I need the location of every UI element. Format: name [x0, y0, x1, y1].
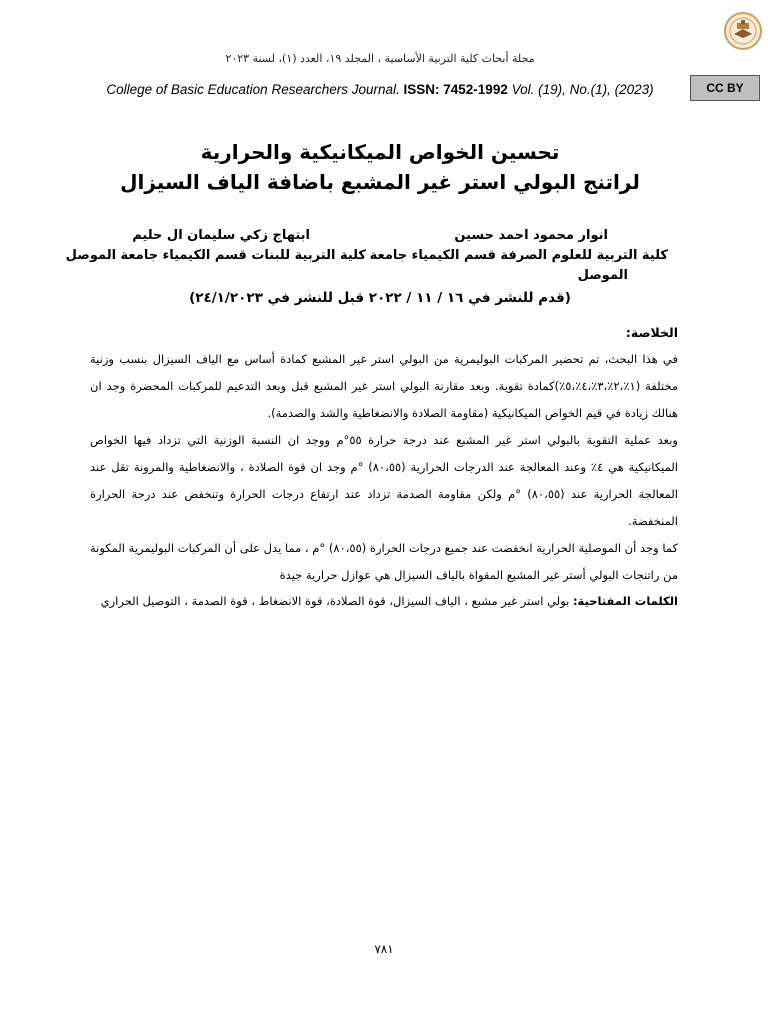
abstract-paragraph: وبعد عملية التقوية بالبولي استر غير المشبع عند درجة حرارة ٥٥°م ووجد ان النسبة الوزنية التي تزداد فيها الخواص الميكانيكية هي ٤٪ وعند المعالجة عند الدرجات الحرارية (٨٠،٥٥) °م وجد ان قوة الصلادة ، والانضغاطية والمرونة تقل عند المعالجة الحرارية عند (٨٠،٥٥) °م ولكن مقاومة الصدمة تزداد عند ارتفاع درجات الحرارة وتنخفض عند درجة الحرارة المنخفضة.: [90, 433, 678, 528]
keywords-text: بولي استر غير مشبع ، الياف السيزال، قوة الصلادة، قوة الانضغاط ، قوة الصدمة ، التوصيل الحراري: [100, 594, 573, 608]
journal-name: College of Basic Education Researchers Journal.: [106, 82, 404, 97]
university-seal-icon: [723, 11, 763, 51]
abstract-paragraph: في هذا البحث، تم تحضير المركبات البوليمرية من البولي استر غير المشبع كمادة أساس مع الياف السيزال بنسب وزنية مختلفة (١٪،٢٪،٣٪،٤٪،٥٪)كمادة تقوية. وبعد مقارنة البولي استر غير المشبع قبل وبعد التدعيم للمركبات المحضرة وجد ان هنالك زيادة في قيم الخواص الميكانيكية (مقاومة الصلادة والانضغاطية والشد والصدمة).: [90, 352, 678, 420]
author-1-affiliation-city: الموصل: [577, 268, 628, 283]
author-2-name: ابتهاج زكي سليمان ال حليم: [132, 228, 310, 243]
paper-title-line-2: لراتنج البولي استر غير المشبع باضافة الياف السيزال: [120, 170, 640, 194]
abstract-heading: الخلاصة:: [625, 325, 678, 340]
author-2-affiliation: كلية التربية للبنات قسم الكيمياء جامعة الموصل: [65, 248, 366, 263]
abstract-paragraph: كما وجد أن الموصلية الحرارية انخفضت عند جميع درجات الحرارة (٨٠،٥٥) °م ، مما يدل على أن المركبات البوليمرية المكونة من راتنجات البولي أستر غير المشبع المقواة بالياف السيزال هي عوازل حرارية جيدة: [90, 541, 678, 582]
journal-header-english: [90, 82, 670, 97]
submission-dates: (قدم للنشر في ١٦ / ١١ / ٢٠٢٢ قبل للنشر في ٢٤/١/٢٠٢٣): [189, 290, 571, 306]
page-number: ٧٨١: [374, 942, 394, 956]
journal-issn: ISSN: 7452-1992: [403, 82, 508, 97]
abstract-body: [90, 346, 678, 589]
journal-header-arabic: مجلة أبحاث كلية التربية الأساسية ، المجلد ١٩، العدد (١)، لسنة ٢٠٢٣: [225, 52, 535, 65]
keywords: [90, 594, 678, 608]
keywords-label: الكلمات المفتاحية:: [572, 594, 678, 608]
journal-volume: Vol. (19), No.(1), (2023): [507, 82, 654, 97]
author-1-name: انوار محمود احمد حسين: [454, 228, 608, 243]
author-1-affiliation: كلية التربية للعلوم الصرفة قسم الكيمياء جامعة: [369, 248, 668, 263]
paper-title-line-1: تحسين الخواص الميكانيكية والحرارية: [200, 140, 560, 164]
license-badge: CC BY: [690, 75, 760, 101]
